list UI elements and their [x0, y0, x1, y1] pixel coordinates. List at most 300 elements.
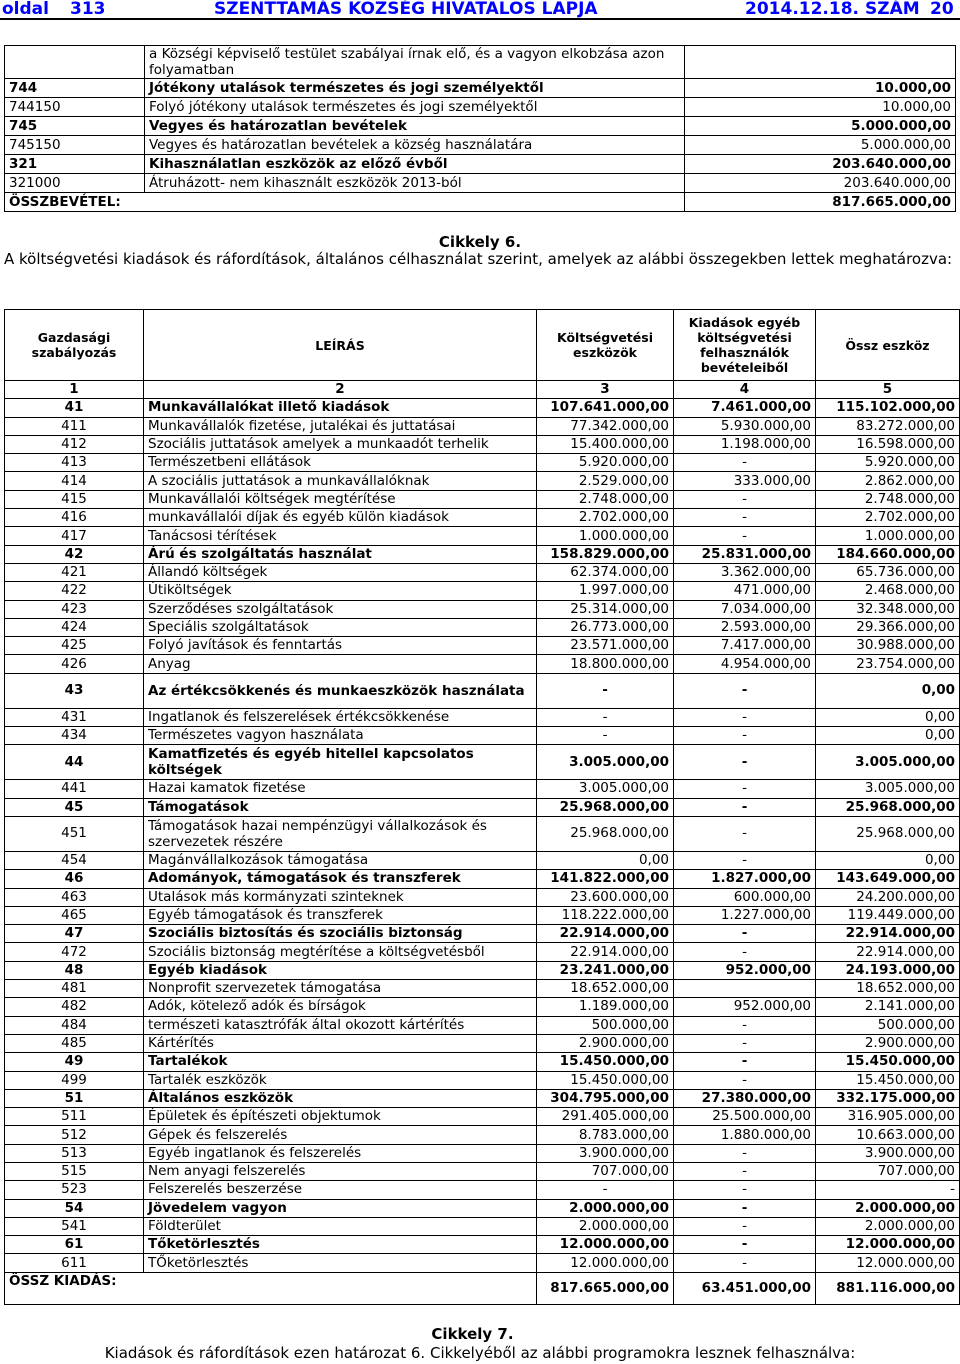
expense-budget: 2.748.000,00 — [537, 490, 674, 508]
income-row — [5, 98, 956, 117]
expense-row — [5, 998, 960, 1016]
expense-row — [5, 870, 960, 888]
expense-total: 2.000.000,00 — [816, 1217, 960, 1235]
header-economic-classification: Gazdasági szabályozás — [5, 310, 144, 381]
expense-row — [5, 600, 960, 618]
expense-code: 425 — [5, 637, 144, 655]
expense-total: - — [816, 1181, 960, 1199]
expense-other: 27.380.000,00 — [674, 1089, 816, 1107]
expense-description: Kártérítés — [144, 1034, 537, 1052]
expense-budget: 18.652.000,00 — [537, 980, 674, 998]
expense-code: 423 — [5, 600, 144, 618]
expense-other: 600.000,00 — [674, 888, 816, 906]
expense-budget: 0,00 — [537, 851, 674, 869]
expense-total-all: 881.116.000,00 — [816, 1272, 960, 1304]
income-description: Folyó jótékony utalások természetes és jogi személyektől — [145, 98, 685, 117]
expense-description: Hazai kamatok fizetése — [144, 780, 537, 798]
expense-other: 4.954.000,00 — [674, 655, 816, 673]
expense-description: Felszerelés beszerzése — [144, 1181, 537, 1199]
expense-budget: 3.005.000,00 — [537, 745, 674, 780]
expense-total: 16.598.000,00 — [816, 435, 960, 453]
expense-code: 415 — [5, 490, 144, 508]
expense-total: 2.900.000,00 — [816, 1034, 960, 1052]
expense-code: 44 — [5, 745, 144, 780]
expense-description: Általános eszközök — [144, 1089, 537, 1107]
expense-row — [5, 582, 960, 600]
expense-other: 1.198.000,00 — [674, 435, 816, 453]
expense-row — [5, 1217, 960, 1235]
expense-budget: 2.000.000,00 — [537, 1199, 674, 1217]
expense-description: Épületek és építészeti objektumok — [144, 1108, 537, 1126]
expense-description: Munkavállalói költségek megtérítése — [144, 490, 537, 508]
expense-total: 0,00 — [816, 851, 960, 869]
expense-other: 7.034.000,00 — [674, 600, 816, 618]
expense-other: - — [674, 1236, 816, 1254]
publication-date: 2014.12.18. — [745, 0, 860, 19]
income-description: Vegyes és határozatlan bevételek — [145, 117, 685, 136]
expense-budget: - — [537, 673, 674, 708]
expense-budget: 12.000.000,00 — [537, 1254, 674, 1272]
expense-row — [5, 1126, 960, 1144]
income-amount: 5.000.000,00 — [685, 136, 956, 155]
expense-budget: 2.529.000,00 — [537, 472, 674, 490]
expense-description: Természetbeni ellátások — [144, 454, 537, 472]
expense-other: - — [674, 509, 816, 527]
expense-description: Utalások más kormányzati szinteknek — [144, 888, 537, 906]
expense-row — [5, 509, 960, 527]
expense-code: 416 — [5, 509, 144, 527]
income-table — [4, 45, 956, 212]
expense-row — [5, 780, 960, 798]
expense-description: Földterület — [144, 1217, 537, 1235]
income-code: 321 — [5, 155, 145, 174]
expense-budget: 1.000.000,00 — [537, 527, 674, 545]
expense-row — [5, 1016, 960, 1034]
expense-other: 5.930.000,00 — [674, 417, 816, 435]
expense-description: Tartalék eszközök — [144, 1071, 537, 1089]
expense-code: 481 — [5, 980, 144, 998]
expense-description: Folyó javítások és fenntartás — [144, 637, 537, 655]
expense-code: 417 — [5, 527, 144, 545]
expense-budget: 25.968.000,00 — [537, 798, 674, 816]
income-total-label: ÖSSZBEVÉTEL: — [5, 193, 685, 212]
expense-row — [5, 1089, 960, 1107]
expense-total: 65.736.000,00 — [816, 563, 960, 581]
expense-other: 7.461.000,00 — [674, 399, 816, 417]
expense-code: 513 — [5, 1144, 144, 1162]
expense-budget: 15.400.000,00 — [537, 435, 674, 453]
expense-description: Tanácsosi térítések — [144, 527, 537, 545]
expense-total-budget: 817.665.000,00 — [537, 1272, 674, 1304]
expense-row — [5, 563, 960, 581]
expense-code: 512 — [5, 1126, 144, 1144]
expense-total: 29.366.000,00 — [816, 618, 960, 636]
expense-other: - — [674, 708, 816, 726]
expense-row — [5, 816, 960, 851]
income-row — [5, 155, 956, 174]
column-number: 5 — [816, 381, 960, 399]
expense-other: 25.500.000,00 — [674, 1108, 816, 1126]
expense-row — [5, 1181, 960, 1199]
income-description: Vegyes és határozatlan bevételek a község használatára — [145, 136, 685, 155]
income-amount: 203.640.000,00 — [685, 174, 956, 193]
expense-other: - — [674, 925, 816, 943]
column-number: 4 — [674, 381, 816, 399]
expense-total: 5.920.000,00 — [816, 454, 960, 472]
expense-row — [5, 851, 960, 869]
expense-total: 15.450.000,00 — [816, 1053, 960, 1071]
expense-description: Speciális szolgáltatások — [144, 618, 537, 636]
expense-other: 952.000,00 — [674, 961, 816, 979]
income-code: 745150 — [5, 136, 145, 155]
article-6-title: Cikkely 6. — [438, 233, 522, 251]
expense-total: 32.348.000,00 — [816, 600, 960, 618]
expense-row — [5, 1034, 960, 1052]
expense-description: Árú és szolgáltatás használat — [144, 545, 537, 563]
expense-row — [5, 961, 960, 979]
expense-total-other: 63.451.000,00 — [674, 1272, 816, 1304]
expense-other: - — [674, 780, 816, 798]
income-amount: 203.640.000,00 — [685, 155, 956, 174]
expense-code: 431 — [5, 708, 144, 726]
expense-total: 2.748.000,00 — [816, 490, 960, 508]
expense-total: 119.449.000,00 — [816, 906, 960, 924]
expense-row — [5, 637, 960, 655]
expense-budget: 3.900.000,00 — [537, 1144, 674, 1162]
expense-description: Szociális juttatások amelyek a munkaadót terhelik — [144, 435, 537, 453]
expense-other: - — [674, 851, 816, 869]
header-budget-funds: Költségvetési eszközök — [537, 310, 674, 381]
expense-code: 421 — [5, 563, 144, 581]
expense-code: 61 — [5, 1236, 144, 1254]
expense-code: 426 — [5, 655, 144, 673]
expense-total: 115.102.000,00 — [816, 399, 960, 417]
expense-total-row — [5, 1272, 960, 1304]
expense-row — [5, 1108, 960, 1126]
expense-budget: 5.920.000,00 — [537, 454, 674, 472]
expense-budget: 26.773.000,00 — [537, 618, 674, 636]
header-total-funds: Össz eszköz — [816, 310, 960, 381]
expense-budget: 500.000,00 — [537, 1016, 674, 1034]
expense-budget: 12.000.000,00 — [537, 1236, 674, 1254]
expense-other: 471.000,00 — [674, 582, 816, 600]
expense-code: 46 — [5, 870, 144, 888]
expense-budget: 291.405.000,00 — [537, 1108, 674, 1126]
expense-code: 422 — [5, 582, 144, 600]
expense-budget: 23.600.000,00 — [537, 888, 674, 906]
expense-description: Állandó költségek — [144, 563, 537, 581]
expense-row — [5, 980, 960, 998]
page-header — [0, 0, 960, 20]
expense-other: 2.593.000,00 — [674, 618, 816, 636]
income-description: Kihasználatlan eszközök az előző évből — [145, 155, 685, 174]
expense-total: 0,00 — [816, 673, 960, 708]
expense-code: 43 — [5, 673, 144, 708]
expense-code: 515 — [5, 1162, 144, 1180]
expense-total: 332.175.000,00 — [816, 1089, 960, 1107]
income-description: a Községi képviselő testület szabályai írnak elő, és a vagyon elkobzása azon folyamatban — [145, 46, 685, 79]
expense-other: - — [674, 1199, 816, 1217]
expense-description: Jövedelem vagyon — [144, 1199, 537, 1217]
expense-row — [5, 1162, 960, 1180]
expense-budget: 2.900.000,00 — [537, 1034, 674, 1052]
expense-description: Természetes vagyon használata — [144, 727, 537, 745]
income-row — [5, 117, 956, 136]
expense-total: 22.914.000,00 — [816, 925, 960, 943]
expense-total: 10.663.000,00 — [816, 1126, 960, 1144]
expense-other: 7.417.000,00 — [674, 637, 816, 655]
expense-total: 3.900.000,00 — [816, 1144, 960, 1162]
expense-code: 454 — [5, 851, 144, 869]
income-code: 745 — [5, 117, 145, 136]
expense-row — [5, 454, 960, 472]
expense-budget: 8.783.000,00 — [537, 1126, 674, 1144]
expense-description: Adók, kötelező adók és bírságok — [144, 998, 537, 1016]
income-amount — [685, 46, 956, 79]
expense-description: Magánvállalkozások támogatása — [144, 851, 537, 869]
expense-code: 465 — [5, 906, 144, 924]
expense-row — [5, 618, 960, 636]
expense-row — [5, 1053, 960, 1071]
expense-other: 333.000,00 — [674, 472, 816, 490]
column-number: 1 — [5, 381, 144, 399]
expense-budget: 15.450.000,00 — [537, 1053, 674, 1071]
expense-total: 24.200.000,00 — [816, 888, 960, 906]
expense-row — [5, 545, 960, 563]
expense-budget: 141.822.000,00 — [537, 870, 674, 888]
income-amount: 5.000.000,00 — [685, 117, 956, 136]
expense-other: - — [674, 1053, 816, 1071]
header-description: LEÍRÁS — [144, 310, 537, 381]
expense-other: - — [674, 527, 816, 545]
expense-row — [5, 490, 960, 508]
expense-description: Támogatások hazai nempénzügyi vállalkozások és szervezetek részére — [144, 816, 537, 851]
expense-row — [5, 673, 960, 708]
expense-other: - — [674, 1016, 816, 1034]
expense-budget: 23.241.000,00 — [537, 961, 674, 979]
expense-row — [5, 708, 960, 726]
income-code: 744150 — [5, 98, 145, 117]
expense-code: 523 — [5, 1181, 144, 1199]
expense-row — [5, 1144, 960, 1162]
expense-total: 15.450.000,00 — [816, 1071, 960, 1089]
expense-description: Egyéb támogatások és transzferek — [144, 906, 537, 924]
expense-code: 413 — [5, 454, 144, 472]
expense-other: - — [674, 673, 816, 708]
expense-total: 12.000.000,00 — [816, 1254, 960, 1272]
expense-total: 2.141.000,00 — [816, 998, 960, 1016]
expense-other: - — [674, 1254, 816, 1272]
expense-other: - — [674, 816, 816, 851]
expense-other: - — [674, 1071, 816, 1089]
issue-number: 20 — [930, 0, 954, 19]
expense-budget: 22.914.000,00 — [537, 925, 674, 943]
expense-code: 42 — [5, 545, 144, 563]
expense-other — [674, 980, 816, 998]
expense-description: Szociális biztonság megtérítése a költségvetésből — [144, 943, 537, 961]
expense-other: - — [674, 745, 816, 780]
expense-code: 45 — [5, 798, 144, 816]
expense-description: Munkavállalókat illető kiadások — [144, 399, 537, 417]
income-row — [5, 174, 956, 193]
expense-code: 511 — [5, 1108, 144, 1126]
page-label: oldal — [2, 0, 49, 19]
expense-code: 414 — [5, 472, 144, 490]
expense-description: Kamatfizetés és egyéb hitellel kapcsolatos költségek — [144, 745, 537, 780]
expense-budget: 158.829.000,00 — [537, 545, 674, 563]
expense-total: 30.988.000,00 — [816, 637, 960, 655]
expense-description: Ingatlanok és felszerelések értékcsökkenése — [144, 708, 537, 726]
income-row — [5, 46, 956, 79]
expense-total: 18.652.000,00 — [816, 980, 960, 998]
expense-header-row — [5, 310, 960, 381]
income-amount: 10.000,00 — [685, 79, 956, 98]
column-number: 3 — [537, 381, 674, 399]
expense-code: 484 — [5, 1016, 144, 1034]
article-7-text: Kiadások és ráfordítások ezen határozat 6. Cikkelyéből az alábbi programokra lesznek felhasználva: — [104, 1344, 856, 1362]
expense-row — [5, 1071, 960, 1089]
expense-other: 952.000,00 — [674, 998, 816, 1016]
expense-budget: - — [537, 1181, 674, 1199]
expense-code: 424 — [5, 618, 144, 636]
expense-other: 25.831.000,00 — [674, 545, 816, 563]
expense-other: - — [674, 798, 816, 816]
expense-other: 3.362.000,00 — [674, 563, 816, 581]
expense-description: A szociális juttatások a munkavállalóknak — [144, 472, 537, 490]
expense-row — [5, 655, 960, 673]
article-6-text: A költségvetési kiadások és ráfordítások, általános célhasználat szerint, amelyek az alábbi összegekben lettek meghatározva: — [4, 250, 953, 268]
expense-budget: - — [537, 727, 674, 745]
expense-description: Tartalékok — [144, 1053, 537, 1071]
expense-code: 412 — [5, 435, 144, 453]
expense-row — [5, 417, 960, 435]
expense-other: - — [674, 1034, 816, 1052]
income-total-row — [5, 193, 956, 212]
article-7-title: Cikkely 7. — [431, 1325, 514, 1343]
expense-code: 434 — [5, 727, 144, 745]
expense-description: Tőketörlesztés — [144, 1236, 537, 1254]
expense-other: - — [674, 454, 816, 472]
expense-description: Szociális biztosítás és szociális biztonság — [144, 925, 537, 943]
expense-row — [5, 943, 960, 961]
income-total-amount: 817.665.000,00 — [685, 193, 956, 212]
expense-code: 48 — [5, 961, 144, 979]
income-amount: 10.000,00 — [685, 98, 956, 117]
column-number-row — [5, 381, 960, 399]
expense-other: - — [674, 727, 816, 745]
expense-total: 24.193.000,00 — [816, 961, 960, 979]
expense-code: 541 — [5, 1217, 144, 1235]
expense-row — [5, 798, 960, 816]
expense-budget: 23.571.000,00 — [537, 637, 674, 655]
expense-budget: 25.968.000,00 — [537, 816, 674, 851]
expense-budget: 304.795.000,00 — [537, 1089, 674, 1107]
expense-other: - — [674, 490, 816, 508]
expense-code: 54 — [5, 1199, 144, 1217]
expense-budget: 77.342.000,00 — [537, 417, 674, 435]
page-number: 313 — [70, 0, 106, 19]
expense-budget: 107.641.000,00 — [537, 399, 674, 417]
expense-budget: 1.189.000,00 — [537, 998, 674, 1016]
expense-code: 49 — [5, 1053, 144, 1071]
expense-total: 316.905.000,00 — [816, 1108, 960, 1126]
expense-total: 25.968.000,00 — [816, 816, 960, 851]
expense-code: 499 — [5, 1071, 144, 1089]
expense-code: 411 — [5, 417, 144, 435]
expense-code: 41 — [5, 399, 144, 417]
expense-total: 500.000,00 — [816, 1016, 960, 1034]
expense-code: 451 — [5, 816, 144, 851]
expense-total: 12.000.000,00 — [816, 1236, 960, 1254]
expense-budget: 22.914.000,00 — [537, 943, 674, 961]
income-row — [5, 136, 956, 155]
income-description: Átruházott- nem kihasznált eszközök 2013-ból — [145, 174, 685, 193]
expense-row — [5, 1254, 960, 1272]
expense-total: 3.005.000,00 — [816, 780, 960, 798]
expense-table — [4, 309, 960, 1305]
expense-description: Támogatások — [144, 798, 537, 816]
expense-total: 2.000.000,00 — [816, 1199, 960, 1217]
expense-row — [5, 399, 960, 417]
income-description: Jótékony utalások természetes és jogi személyektől — [145, 79, 685, 98]
expense-other: 1.880.000,00 — [674, 1126, 816, 1144]
expense-description: Anyag — [144, 655, 537, 673]
expense-total: 0,00 — [816, 708, 960, 726]
expense-budget: 707.000,00 — [537, 1162, 674, 1180]
expense-total: 1.000.000,00 — [816, 527, 960, 545]
expense-budget: 18.800.000,00 — [537, 655, 674, 673]
expense-code: 482 — [5, 998, 144, 1016]
expense-total: 2.468.000,00 — [816, 582, 960, 600]
expense-row — [5, 527, 960, 545]
expense-other: - — [674, 1217, 816, 1235]
expense-description: Nonprofit szervezetek támogatása — [144, 980, 537, 998]
expense-row — [5, 435, 960, 453]
expense-description: Nem anyagi felszerelés — [144, 1162, 537, 1180]
publication-title: SZENTTAMÁS KÖZSÉG HIVATALOS LAPJA — [214, 0, 598, 19]
expense-total: 184.660.000,00 — [816, 545, 960, 563]
expense-other: 1.827.000,00 — [674, 870, 816, 888]
expense-total: 143.649.000,00 — [816, 870, 960, 888]
column-number: 2 — [144, 381, 537, 399]
expense-row — [5, 472, 960, 490]
expense-description: természeti katasztrófák által okozott kártérítés — [144, 1016, 537, 1034]
expense-description: Útiköltségek — [144, 582, 537, 600]
expense-description: Gépek és felszerelés — [144, 1126, 537, 1144]
expense-budget: 118.222.000,00 — [537, 906, 674, 924]
expense-other: - — [674, 1162, 816, 1180]
expense-total: 25.968.000,00 — [816, 798, 960, 816]
expense-row — [5, 925, 960, 943]
expense-description: munkavállalói díjak és egyéb külön kiadások — [144, 509, 537, 527]
expense-row — [5, 906, 960, 924]
expense-other: - — [674, 943, 816, 961]
expense-code: 47 — [5, 925, 144, 943]
expense-total: 2.702.000,00 — [816, 509, 960, 527]
expense-row — [5, 1199, 960, 1217]
expense-description: Adományok, támogatások és transzferek — [144, 870, 537, 888]
expense-code: 463 — [5, 888, 144, 906]
expense-budget: 1.997.000,00 — [537, 582, 674, 600]
expense-other: - — [674, 1181, 816, 1199]
expense-budget: 3.005.000,00 — [537, 780, 674, 798]
expense-total: 23.754.000,00 — [816, 655, 960, 673]
expense-code: 485 — [5, 1034, 144, 1052]
header-other-revenue: Kiadások egyéb költségvetési felhasználók bevételeiből — [674, 310, 816, 381]
expense-total: 2.862.000,00 — [816, 472, 960, 490]
expense-description: Egyéb kiadások — [144, 961, 537, 979]
expense-row — [5, 745, 960, 780]
